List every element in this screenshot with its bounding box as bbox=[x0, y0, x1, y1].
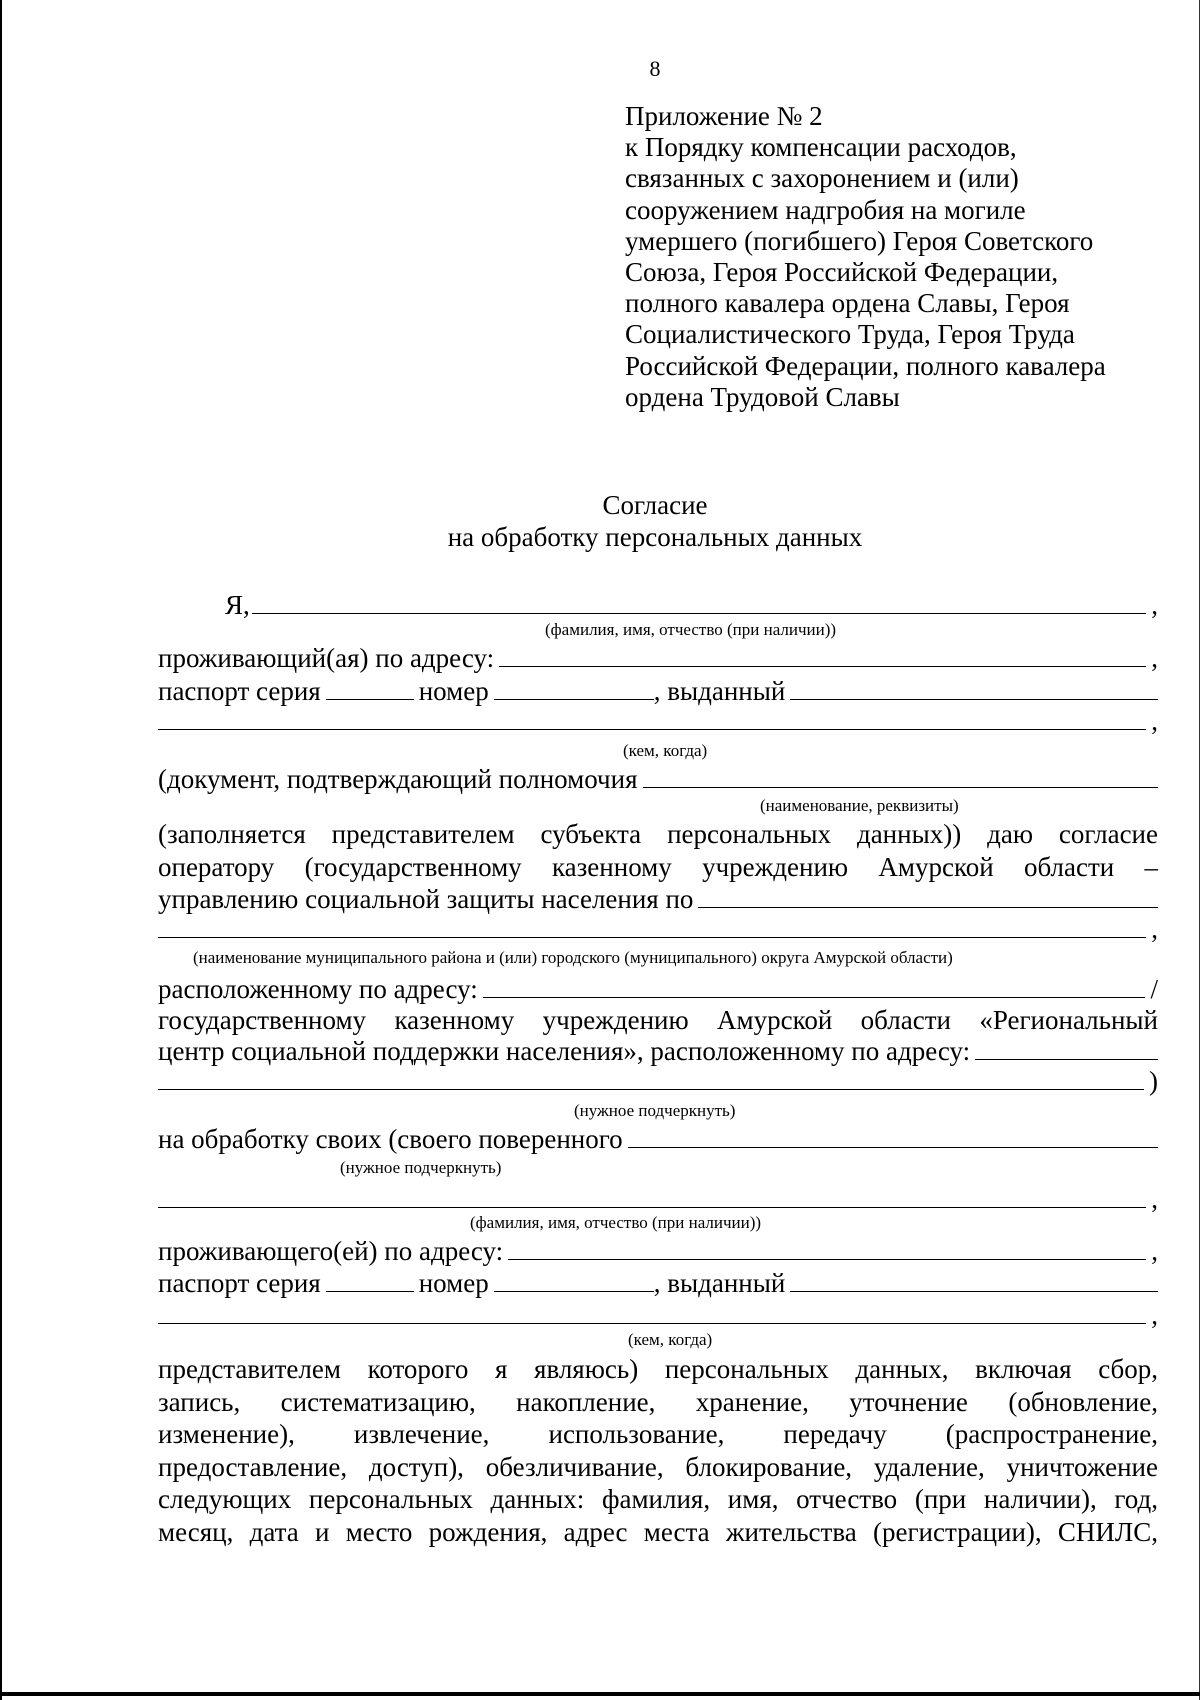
row-full-name bbox=[225, 590, 1158, 621]
row-center-cont bbox=[158, 1066, 1158, 1097]
passport-number-label-2: номер bbox=[418, 1268, 489, 1298]
attorney-cont-field[interactable] bbox=[158, 1207, 1146, 1208]
address-label: проживающий(ая) по адресу: bbox=[158, 643, 495, 673]
row-address-2 bbox=[158, 1236, 1158, 1267]
district-field[interactable] bbox=[158, 937, 1146, 938]
comma: , bbox=[1151, 1236, 1158, 1266]
page-number: 8 bbox=[649, 56, 661, 81]
located-label: расположенному по адресу: bbox=[158, 974, 478, 1004]
hint-underline: (нужное подчеркнуть) bbox=[574, 1101, 736, 1120]
page-edge-bottom bbox=[0, 1692, 1200, 1696]
authority-label: (документ, подтверждающий полномочия bbox=[158, 764, 638, 794]
row-authority bbox=[158, 764, 1158, 795]
appendix-header bbox=[625, 101, 1106, 413]
located-field[interactable] bbox=[483, 997, 1146, 998]
issued-field-2[interactable] bbox=[790, 1291, 1158, 1292]
address-field-2[interactable] bbox=[508, 1259, 1146, 1260]
address-field[interactable] bbox=[499, 666, 1146, 667]
appendix-line: Социалистического Труда, Героя Труда bbox=[625, 319, 1075, 350]
hint-who-when-2: (кем, когда) bbox=[628, 1330, 713, 1349]
passport-series-field-2[interactable] bbox=[326, 1291, 414, 1292]
appendix-line: ордена Трудовой Славы bbox=[625, 381, 900, 412]
body-line: запись, систематизацию, накопление, хранение, уточнение (обновление, bbox=[158, 1386, 1158, 1417]
issued-label: , выданный bbox=[653, 676, 786, 706]
issued-label-2: , выданный bbox=[653, 1268, 786, 1298]
passport-number-field-2[interactable] bbox=[494, 1291, 654, 1292]
consent-line: оператору (государственному казенному учреждению Амурской области – bbox=[158, 851, 1158, 882]
row-passport-2 bbox=[158, 1268, 1158, 1299]
address-label-2: проживающего(ей) по адресу: bbox=[158, 1236, 504, 1266]
body-line: представителем которого я являюсь) персональных данных, включая сбор, bbox=[158, 1354, 1158, 1384]
row-located bbox=[158, 974, 1158, 1005]
center-label: центр социальной поддержки населения», расположенному по адресу: bbox=[158, 1036, 971, 1066]
row-center bbox=[158, 1036, 1158, 1067]
slash: / bbox=[1150, 974, 1158, 1004]
usszn-field[interactable] bbox=[698, 907, 1158, 908]
body-line: изменение), извлечение, использование, передачу (распространение, bbox=[158, 1419, 1158, 1449]
hint-underline-2: (нужное подчеркнуть) bbox=[340, 1158, 502, 1177]
passport-series-label: паспорт серия bbox=[158, 676, 321, 706]
document-title: Согласие bbox=[602, 490, 708, 520]
comma: , bbox=[1151, 1300, 1158, 1330]
passport-series-field[interactable] bbox=[326, 699, 414, 700]
appendix-line: полного кавалера ордена Славы, Героя bbox=[625, 288, 1070, 319]
issued-cont-field[interactable] bbox=[158, 729, 1146, 730]
body-line: следующих персональных данных: фамилия, имя, отчество (при наличии), год, bbox=[158, 1484, 1158, 1514]
consent-paragraph bbox=[158, 818, 1158, 883]
row-own-processing bbox=[158, 1124, 1158, 1155]
comma: , bbox=[1151, 590, 1158, 620]
consent-line: (заполняется представителем субъекта персональных данных)) даю согласие bbox=[158, 819, 1158, 849]
i-label: Я, bbox=[225, 590, 250, 620]
issued-field[interactable] bbox=[790, 699, 1158, 700]
row-issued-cont-2 bbox=[158, 1300, 1158, 1331]
comma: , bbox=[1151, 706, 1158, 736]
row-address bbox=[158, 643, 1158, 674]
row-usszn bbox=[158, 884, 1158, 915]
appendix-line: умершего (погибшего) Героя Советского bbox=[625, 225, 1094, 256]
center-address-cont-field[interactable] bbox=[158, 1089, 1144, 1090]
passport-number-label: номер bbox=[418, 676, 489, 706]
full-name-field[interactable] bbox=[252, 613, 1146, 614]
appendix-line: Союза, Героя Российской Федерации, bbox=[625, 257, 1059, 288]
body-line: предоставление, доступ), обезличивание, блокирование, удаление, уничтожение bbox=[158, 1451, 1158, 1482]
hint-fio: (фамилия, имя, отчество (при наличии)) bbox=[545, 620, 837, 639]
appendix-line: сооружением надгробия на могиле bbox=[625, 194, 1026, 225]
gku-paragraph bbox=[158, 1004, 1158, 1037]
comma: , bbox=[1151, 914, 1158, 944]
paren-close: ) bbox=[1149, 1066, 1158, 1096]
own-processing-label: на обработку своих (своего поверенного bbox=[158, 1124, 623, 1154]
passport-number-field[interactable] bbox=[494, 699, 654, 700]
hint-district: (наименование муниципального района и (или) городского (муниципального) округа Амурской области) bbox=[193, 948, 953, 967]
hint-authority: (наименование, реквизиты) bbox=[760, 796, 959, 815]
row-passport bbox=[158, 676, 1158, 707]
comma: , bbox=[1151, 643, 1158, 673]
body-paragraph bbox=[158, 1353, 1158, 1548]
row-attorney-cont bbox=[158, 1184, 1158, 1215]
usszn-label: управлению социальной защиты населения по bbox=[158, 884, 694, 914]
hint-fio-2: (фамилия, имя, отчество (при наличии)) bbox=[470, 1213, 762, 1232]
page-edge-left bbox=[0, 0, 2, 1700]
authority-field[interactable] bbox=[643, 787, 1158, 788]
attorney-field[interactable] bbox=[628, 1147, 1158, 1148]
hint-who-when: (кем, когда) bbox=[623, 741, 708, 760]
gku-line: государственному казенному учреждению Амурской области «Региональный bbox=[158, 1005, 1158, 1035]
appendix-line: Российской Федерации, полного кавалера bbox=[625, 350, 1106, 381]
passport-series-label-2: паспорт серия bbox=[158, 1268, 321, 1298]
body-line: месяц, дата и место рождения, адрес места жительства (регистрации), СНИЛС, bbox=[158, 1516, 1158, 1547]
appendix-line: к Порядку компенсации расходов, bbox=[625, 132, 1017, 163]
document-subtitle: на обработку персональных данных bbox=[447, 522, 863, 552]
appendix-line: связанных с захоронением и (или) bbox=[625, 163, 1019, 194]
issued-cont-field-2[interactable] bbox=[158, 1323, 1146, 1324]
appendix-line: Приложение № 2 bbox=[625, 101, 823, 131]
comma: , bbox=[1151, 1184, 1158, 1214]
row-district bbox=[158, 914, 1158, 945]
row-issued-cont bbox=[158, 706, 1158, 737]
center-address-field[interactable] bbox=[975, 1059, 1158, 1060]
